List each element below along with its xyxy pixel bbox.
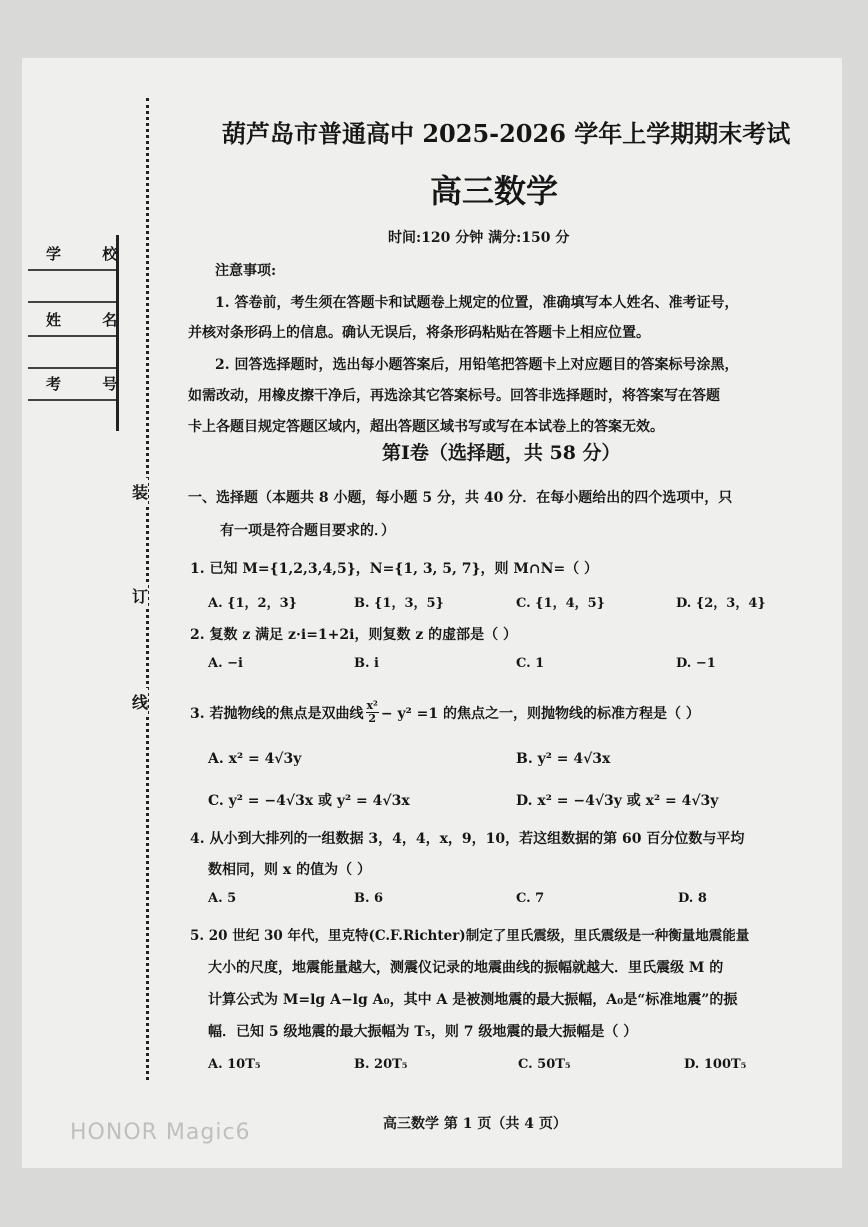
question-5-line-2: 大小的尺度，地震能量越大，测震仪记录的地震曲线的振幅就越大．里氏震级 M 的	[208, 960, 724, 976]
q3-fraction-numerator: x²	[366, 699, 378, 712]
q3-option-d: D. x² = −4√3y 或 x² = 4√3y	[516, 793, 719, 809]
camera-watermark: HONOR Magic6	[70, 1120, 251, 1145]
note-line: 1. 答卷前，考生须在答题卡和试题卷上规定的位置，准确填写本人姓名、准考证号，	[215, 295, 739, 311]
q2-option-a: A. −i	[208, 656, 243, 671]
q5-option-c: C. 50T₅	[518, 1057, 571, 1072]
binding-char-ding: 订	[132, 582, 148, 609]
q3-option-a: A. x² = 4√3y	[208, 751, 302, 767]
school-field-label: 学 校	[46, 245, 136, 263]
section-instructions-cont: 有一项是符合题目要求的．）	[220, 523, 395, 539]
q4-option-c: C. 7	[516, 891, 545, 906]
q2-option-b: B. i	[354, 656, 379, 671]
q5-option-a: A. 10T₅	[208, 1057, 261, 1072]
q5-option-d: D. 100T₅	[684, 1057, 747, 1072]
question-3-stem	[190, 700, 700, 725]
exam-number-field-label: 考 号	[46, 375, 136, 393]
q3-stem-part-b: − y² =1 的焦点之一，则抛物线的标准方程是（ ）	[380, 705, 700, 722]
note-line: 如需改动，用橡皮擦干净后，再选涂其它答案标号。回答非选择题时，将答案写在答题	[188, 388, 720, 404]
note-line: 并核对条形码上的信息。确认无误后，将条形码粘贴在答题卡上相应位置。	[188, 325, 650, 341]
q1-option-a: A. {1，2，3}	[208, 596, 297, 611]
question-1-stem: 1. 已知 M={1,2,3,4,5}，N={1, 3, 5, 7}，则 M∩N=（ ）	[190, 561, 599, 577]
exam-title: 葫芦岛市普通高中 2025-2026 学年上学期期末考试	[222, 119, 791, 148]
binding-char-xian: 线	[132, 688, 148, 715]
exam-meta: 时间:120 分钟 满分:150 分	[388, 230, 570, 246]
q3-fraction	[366, 700, 379, 725]
question-4-line-2: 数相同，则 x 的值为（ ）	[208, 862, 371, 878]
subject-title: 高三数学	[430, 172, 559, 210]
q4-option-b: B. 6	[354, 891, 384, 906]
q3-stem-part-a: 3. 若抛物线的焦点是双曲线	[190, 705, 364, 722]
q4-option-d: D. 8	[678, 891, 707, 906]
question-4-line-1: 4. 从小到大排列的一组数据 3，4，4，x，9，10，若这组数据的第 60 百分位数与平均	[190, 831, 745, 847]
q2-option-c: C. 1	[516, 656, 545, 671]
question-5-line-1: 5. 20 世纪 30 年代，里克特(C.F.Richter)制定了里氏震级，里氏震级是一种衡量地震能量	[190, 928, 750, 944]
page-footer: 高三数学 第 1 页（共 4 页）	[383, 1116, 567, 1132]
section-title: 第Ⅰ卷（选择题，共 58 分）	[382, 442, 621, 464]
q2-option-d: D. −1	[676, 656, 716, 671]
name-field-label: 姓 名	[46, 311, 136, 329]
question-2-stem: 2. 复数 z 满足 z·i=1+2i，则复数 z 的虚部是（ ）	[190, 627, 518, 643]
q3-option-b: B. y² = 4√3x	[516, 751, 611, 767]
note-line: 2. 回答选择题时，选出每小题答案后，用铅笔把答题卡上对应题目的答案标号涂黑，	[215, 357, 739, 373]
binding-char-zhuang: 装	[132, 478, 148, 505]
note-line: 卡上各题目规定答题区域内，超出答题区域书写或写在本试卷上的答案无效。	[188, 419, 664, 435]
question-5-line-4: 幅．已知 5 级地震的最大振幅为 T₅，则 7 级地震的最大振幅是（ ）	[208, 1024, 638, 1040]
q1-option-b: B. {1，3，5}	[354, 596, 444, 611]
q3-option-c: C. y² = −4√3x 或 y² = 4√3x	[208, 793, 410, 809]
q1-option-d: D. {2，3，4}	[676, 596, 766, 611]
q3-fraction-denominator: 2	[368, 712, 377, 725]
student-info-box	[28, 235, 136, 431]
question-5-line-3: 计算公式为 M=lg A−lg A₀，其中 A 是被测地震的最大振幅，A₀是“标准地震”的振	[208, 992, 738, 1008]
q5-option-b: B. 20T₅	[354, 1057, 408, 1072]
section-instructions: 一、选择题（本题共 8 小题，每小题 5 分，共 40 分．在每小题给出的四个选项中，只	[188, 490, 733, 506]
notes-heading: 注意事项:	[215, 263, 277, 279]
q1-option-c: C. {1，4，5}	[516, 596, 606, 611]
q4-option-a: A. 5	[208, 891, 237, 906]
